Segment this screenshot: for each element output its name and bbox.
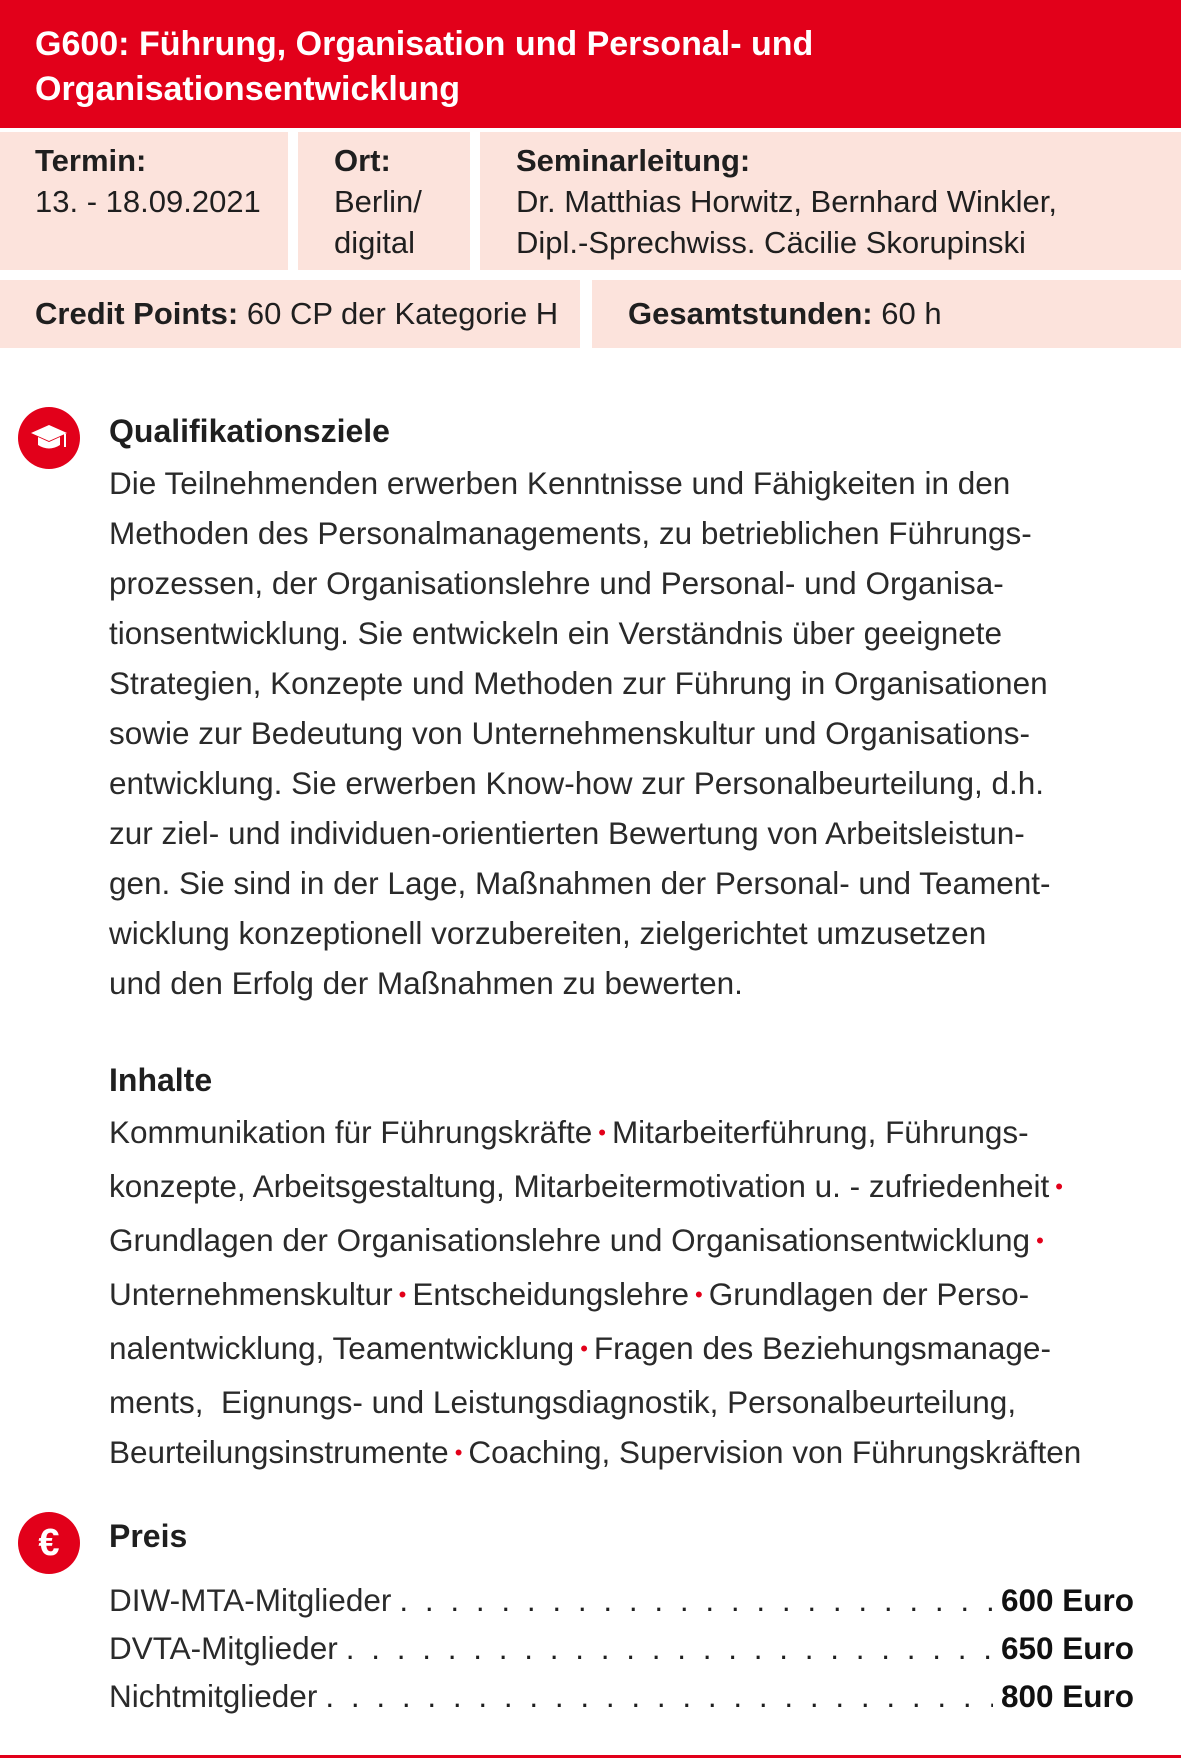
qualifikationsziele-text [109,458,1129,1008]
page-title [0,0,1181,128]
inhalte-item: nalentwicklung, Teamentwicklung [109,1330,575,1366]
termin-label: Termin: [35,143,147,178]
price-label: DVTA-Mitglieder [109,1630,338,1666]
inhalte-line [109,1107,1129,1161]
inhalte-item: Grundlagen der Organisationslehre und Organisationsentwicklung [109,1222,1031,1258]
inhalte-item: Beurteilungsinstrumente [109,1434,449,1470]
qualifikationsziele-line: gen. Sie sind in der Lage, Maßnahmen der Personal- und Teament- [109,865,1051,901]
inhalte-line [109,1269,1129,1323]
gesamtstunden-cell [592,280,1181,348]
inhalte-item: Mitarbeiterführung, Führungs- [611,1114,1029,1150]
qualifikationsziele-line: sowie zur Bedeutung von Unternehmenskultur und Organisations- [109,715,1031,751]
qualifikationsziele-line: Strategien, Konzepte und Methoden zur Führung in Organisationen [109,665,1048,701]
seminarleitung-line-2: Dipl.-Sprechwiss. Cäcilie Skorupinski [516,225,1026,260]
inhalte-heading: Inhalte [109,1062,213,1098]
qualifikationsziele-line: prozessen, der Organisationslehre und Personal- und Organisa- [109,565,1004,601]
inhalte-item: Kommunikation für Führungskräfte [109,1114,593,1150]
inhalte-text [109,1107,1129,1481]
inhalte-item: Unternehmenskultur [109,1276,393,1312]
price-row [109,1623,1134,1673]
inhalte-item: ments, Eignungs- und Leistungsdiagnostik, Personalbeurteilung, [109,1384,1017,1420]
inhalte-line [109,1427,1129,1481]
title-line-1: G600: Führung, Organisation und Personal- und [35,25,814,63]
dot-leader [346,1623,993,1673]
price-row [109,1671,1134,1721]
bullet-separator-icon: • [454,1440,463,1465]
bullet-separator-icon: • [695,1282,703,1307]
price-amount: 800 Euro [1000,1678,1134,1714]
price-row [109,1575,1134,1625]
credit-points-label: Credit Points: [35,296,239,331]
ort-label: Ort: [334,143,391,178]
qualifikationsziele-line: und den Erfolg der Maßnahmen zu bewerten. [109,965,743,1001]
qualifikationsziele-line: tionsentwicklung. Sie entwickeln ein Verständnis über geeignete [109,615,1003,651]
price-amount: 600 Euro [1000,1582,1134,1618]
bullet-separator-icon: • [398,1282,407,1307]
qualifikationsziele-heading: Qualifikationsziele [109,413,390,449]
bottom-divider [0,1755,1181,1758]
dot-leader [325,1671,993,1721]
termin-value: 13. - 18.09.2021 [35,184,261,219]
title-line-2: Organisationsentwicklung [35,70,461,108]
credit-points-value: 60 CP der Kategorie H [238,296,559,331]
inhalte-item: Entscheidungslehre [412,1276,690,1312]
gesamtstunden-label: Gesamtstunden: [628,296,873,331]
inhalte-item: Coaching, Supervision von Führungskräften [468,1434,1082,1470]
qualifikationsziele-line: wicklung konzeptionell vorzubereiten, zielgerichtet umzusetzen [109,915,987,951]
inhalte-line [109,1377,1129,1427]
qualifikationsziele-line: zur ziel- und individuen-orientierten Bewertung von Arbeitsleistun- [109,815,1025,851]
qualifikationsziele-line: entwicklung. Sie erwerben Know-how zur Personalbeurteilung, d.h. [109,765,1045,801]
inhalte-item: konzepte, Arbeitsgestaltung, Mitarbeitermotivation u. - zufriedenheit [109,1168,1050,1204]
credit-points-cell [0,280,580,348]
price-label: DIW-MTA-Mitglieder [109,1582,392,1618]
price-label: Nichtmitglieder [109,1678,318,1714]
preis-heading: Preis [109,1518,188,1554]
qualifikationsziele-line: Die Teilnehmenden erwerben Kenntnisse und Fähigkeiten in den [109,465,1011,501]
ort-value-line-1: Berlin/ [334,184,422,219]
seminarleitung-label: Seminarleitung: [516,143,751,178]
bullet-separator-icon: • [598,1120,606,1145]
inhalte-line [109,1161,1129,1215]
inhalte-line [109,1323,1129,1377]
dot-leader [399,1575,993,1625]
bullet-separator-icon: • [580,1336,588,1361]
graduation-cap-icon [18,407,80,469]
price-amount: 650 Euro [1000,1630,1134,1666]
inhalte-line [109,1215,1129,1269]
ort-cell [298,132,470,270]
seminarleitung-cell [480,132,1181,270]
seminarleitung-line-1: Dr. Matthias Horwitz, Bernhard Winkler, [516,184,1057,219]
termin-cell [0,132,288,270]
inhalte-item: Grundlagen der Perso- [708,1276,1030,1312]
gesamtstunden-value: 60 h [872,296,942,331]
qualifikationsziele-line: Methoden des Personalmanagements, zu betrieblichen Führungs- [109,515,1032,551]
euro-icon: € [18,1512,80,1574]
bullet-separator-icon: • [1036,1228,1044,1253]
ort-value-line-2: digital [334,225,415,260]
bullet-separator-icon: • [1055,1174,1063,1199]
inhalte-item: Fragen des Beziehungsmanage- [593,1330,1051,1366]
